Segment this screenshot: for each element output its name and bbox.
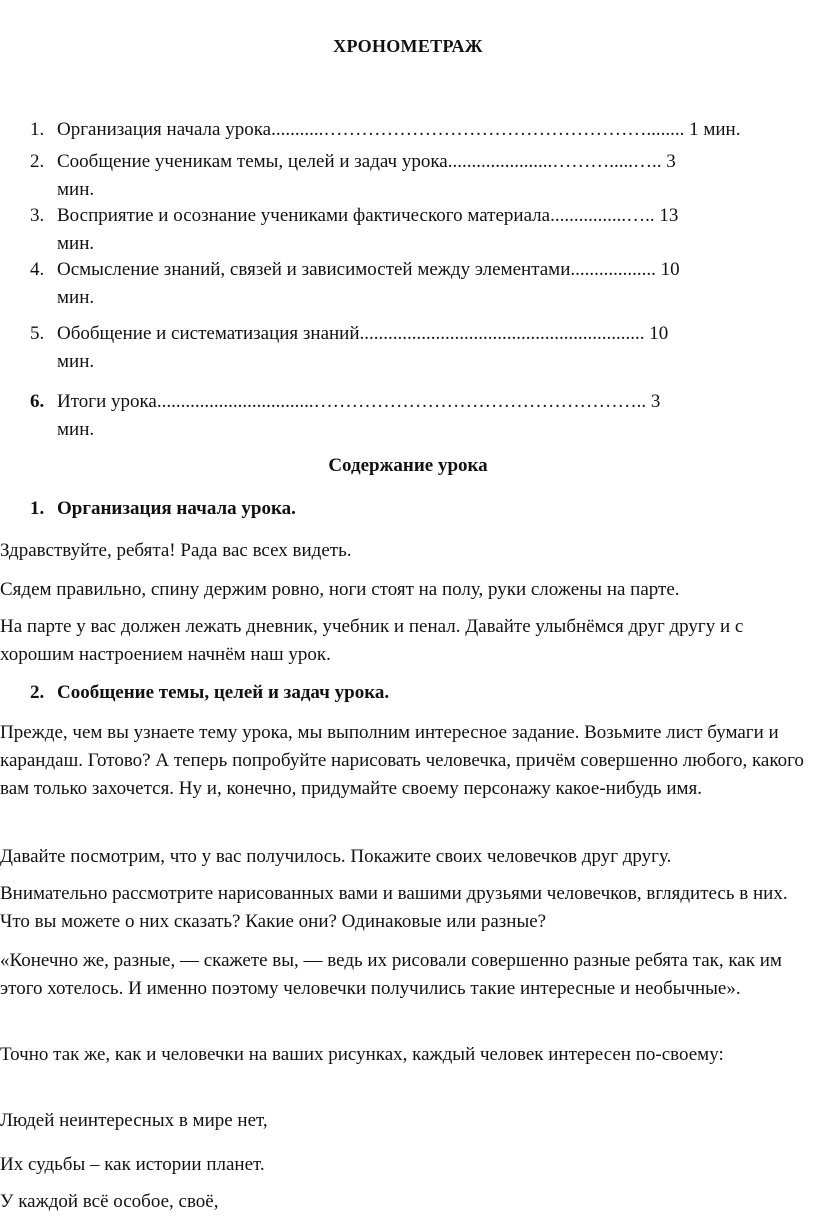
timing-item-number: 5.: [30, 323, 45, 344]
timing-item-number: 6.: [30, 391, 45, 412]
timing-item-line: Обобщение и систематизация знаний............................................................ 10: [57, 323, 669, 344]
content-title: Содержание урока: [328, 455, 488, 476]
paragraph: Давайте посмотрим, что у вас получилось. Покажите своих человечков друг другу.: [0, 846, 672, 867]
timing-item-text: [57, 320, 816, 376]
timing-item-text: [57, 116, 816, 144]
paragraph: Здравствуйте, ребята! Рада вас всех видеть.: [0, 540, 352, 561]
paragraph: Точно так же, как и человечки на ваших рисунках, каждый человек интересен по-своему:: [0, 1044, 724, 1065]
timing-item-line: Осмысление знаний, связей и зависимостей между элементами.................. 10: [57, 259, 680, 280]
paragraph: Внимательно рассмотрите нарисованных вами и вашими друзьями человечков, вглядитесь в них. Что вы можете о них сказать? Какие они? Одинаковые или разные?: [0, 883, 788, 932]
section-title: Организация начала урока.: [57, 498, 296, 519]
timing-item-line: мин.: [57, 351, 95, 372]
timing-item-text: [57, 202, 816, 258]
timing-item-line: Организация начала урока...........……………………………………………........ 1 мин.: [57, 119, 741, 140]
section-title: Сообщение темы, целей и задач урока.: [57, 682, 390, 703]
timing-item-line: мин.: [57, 179, 95, 200]
section-number: 2.: [30, 682, 45, 703]
timing-item-text: [57, 148, 816, 204]
paragraph: Прежде, чем вы узнаете тему урока, мы выполним интересное задание. Возьмите лист бумаги и карандаш. Готово? А теперь попробуйте нарисовать человечка, причём совершенно любого, какого вам только захочется. Ну и, конечно, придумайте своему персонажу какое-нибудь имя.: [0, 722, 804, 799]
timing-item-number: 4.: [30, 259, 45, 280]
poem-line: Людей неинтересных в мире нет,: [0, 1110, 268, 1131]
poem-line: Их судьбы – как истории планет.: [0, 1154, 265, 1175]
timing-item-line: Итоги урока.................................…………………………………………….. 3: [57, 391, 661, 412]
document-title: ХРОНОМЕТРАЖ: [333, 36, 483, 56]
timing-item-number: 2.: [30, 151, 45, 172]
paragraph: Сядем правильно, спину держим ровно, ноги стоят на полу, руки сложены на парте.: [0, 579, 680, 600]
poem-line: У каждой всё особое, своё,: [0, 1191, 219, 1212]
timing-item-line: мин.: [57, 233, 95, 254]
timing-item-number: 3.: [30, 205, 45, 226]
timing-item-text: [57, 256, 816, 312]
timing-item-line: мин.: [57, 287, 95, 308]
timing-item-text: [57, 388, 816, 444]
timing-item-line: Восприятие и осознание учениками фактического материала................….. 13: [57, 205, 679, 226]
paragraph: На парте у вас должен лежать дневник, учебник и пенал. Давайте улыбнёмся друг другу и с хорошим настроением начнём наш урок.: [0, 616, 744, 665]
timing-item-number: 1.: [30, 119, 45, 140]
section-number: 1.: [30, 498, 45, 519]
timing-item-line: мин.: [57, 419, 95, 440]
paragraph: «Конечно же, разные, — скажете вы, — ведь их рисовали совершенно разные ребята так, как им этого хотелось. И именно поэтому человечки получились такие интересные и необычные».: [0, 950, 782, 999]
timing-item-line: Сообщение ученикам темы, целей и задач урока......................……….....….. 3: [57, 151, 676, 172]
